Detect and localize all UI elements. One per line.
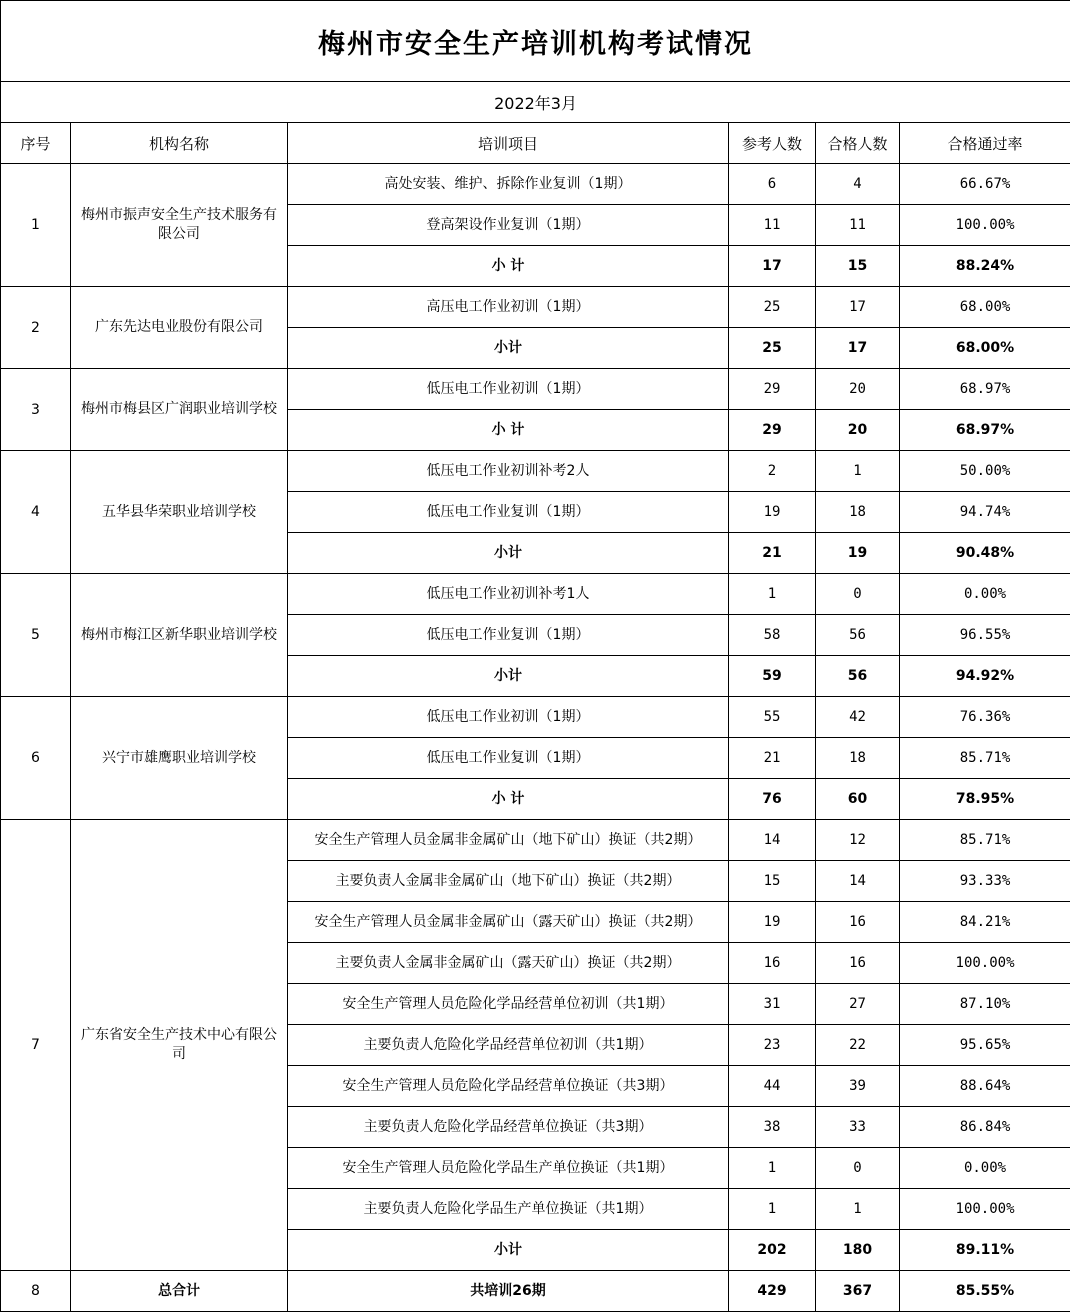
header-participants: 参考人数 bbox=[729, 123, 816, 164]
participants-cell: 1 bbox=[729, 1189, 816, 1230]
item-cell: 主要负责人危险化学品经营单位换证（共3期） bbox=[288, 1107, 729, 1148]
rate-cell: 89.11% bbox=[900, 1230, 1070, 1271]
passed-cell: 11 bbox=[816, 205, 900, 246]
passed-cell: 0 bbox=[816, 574, 900, 615]
participants-cell: 44 bbox=[729, 1066, 816, 1107]
total-row bbox=[1, 1271, 1070, 1312]
rate-cell: 0.00% bbox=[900, 574, 1070, 615]
org-cell: 五华县华荣职业培训学校 bbox=[71, 451, 288, 574]
item-cell: 低压电工作业复训（1期） bbox=[288, 492, 729, 533]
total-label: 总合计 bbox=[71, 1271, 288, 1312]
org-cell: 梅州市振声安全生产技术服务有限公司 bbox=[71, 164, 288, 287]
item-cell: 安全生产管理人员危险化学品生产单位换证（共1期） bbox=[288, 1148, 729, 1189]
item-cell: 高压电工作业初训（1期） bbox=[288, 287, 729, 328]
rate-cell: 66.67% bbox=[900, 164, 1070, 205]
rate-cell: 94.74% bbox=[900, 492, 1070, 533]
participants-cell: 23 bbox=[729, 1025, 816, 1066]
seq-cell: 2 bbox=[1, 287, 71, 369]
subtotal-label: 小计 bbox=[288, 328, 729, 369]
participants-cell: 25 bbox=[729, 287, 816, 328]
rate-cell: 84.21% bbox=[900, 902, 1070, 943]
table-row bbox=[1, 451, 1070, 492]
passed-cell: 4 bbox=[816, 164, 900, 205]
item-cell: 安全生产管理人员金属非金属矿山（露天矿山）换证（共2期） bbox=[288, 902, 729, 943]
subtotal-label: 小 计 bbox=[288, 779, 729, 820]
participants-cell: 1 bbox=[729, 574, 816, 615]
table-row bbox=[1, 697, 1070, 738]
rate-cell: 85.71% bbox=[900, 738, 1070, 779]
table-row bbox=[1, 369, 1070, 410]
seq-cell: 7 bbox=[1, 820, 71, 1271]
seq-cell: 1 bbox=[1, 164, 71, 287]
org-cell: 梅州市梅江区新华职业培训学校 bbox=[71, 574, 288, 697]
participants-cell: 2 bbox=[729, 451, 816, 492]
rate-cell: 0.00% bbox=[900, 1148, 1070, 1189]
seq-cell: 4 bbox=[1, 451, 71, 574]
participants-cell: 38 bbox=[729, 1107, 816, 1148]
passed-cell: 22 bbox=[816, 1025, 900, 1066]
subtotal-label: 小 计 bbox=[288, 246, 729, 287]
participants-cell: 15 bbox=[729, 861, 816, 902]
header-passed: 合格人数 bbox=[816, 123, 900, 164]
passed-cell: 0 bbox=[816, 1148, 900, 1189]
header-org: 机构名称 bbox=[71, 123, 288, 164]
header-seq: 序号 bbox=[1, 123, 71, 164]
rate-cell: 94.92% bbox=[900, 656, 1070, 697]
org-cell: 兴宁市雄鹰职业培训学校 bbox=[71, 697, 288, 820]
participants-cell: 21 bbox=[729, 533, 816, 574]
passed-cell: 27 bbox=[816, 984, 900, 1025]
org-cell: 广东先达电业股份有限公司 bbox=[71, 287, 288, 369]
table-row bbox=[1, 820, 1070, 861]
item-cell: 低压电工作业初训补考2人 bbox=[288, 451, 729, 492]
participants-cell: 1 bbox=[729, 1148, 816, 1189]
participants-cell: 14 bbox=[729, 820, 816, 861]
rate-cell: 96.55% bbox=[900, 615, 1070, 656]
passed-cell: 60 bbox=[816, 779, 900, 820]
item-cell: 低压电工作业初训（1期） bbox=[288, 369, 729, 410]
item-cell: 主要负责人金属非金属矿山（地下矿山）换证（共2期） bbox=[288, 861, 729, 902]
header-rate: 合格通过率 bbox=[900, 123, 1070, 164]
rate-cell: 76.36% bbox=[900, 697, 1070, 738]
total-participants: 429 bbox=[729, 1271, 816, 1312]
participants-cell: 31 bbox=[729, 984, 816, 1025]
passed-cell: 15 bbox=[816, 246, 900, 287]
passed-cell: 16 bbox=[816, 902, 900, 943]
passed-cell: 14 bbox=[816, 861, 900, 902]
seq-cell: 3 bbox=[1, 369, 71, 451]
passed-cell: 18 bbox=[816, 738, 900, 779]
rate-cell: 88.64% bbox=[900, 1066, 1070, 1107]
org-cell: 广东省安全生产技术中心有限公司 bbox=[71, 820, 288, 1271]
participants-cell: 21 bbox=[729, 738, 816, 779]
passed-cell: 19 bbox=[816, 533, 900, 574]
rate-cell: 87.10% bbox=[900, 984, 1070, 1025]
item-cell: 安全生产管理人员危险化学品经营单位换证（共3期） bbox=[288, 1066, 729, 1107]
subtotal-label: 小计 bbox=[288, 533, 729, 574]
rate-cell: 88.24% bbox=[900, 246, 1070, 287]
passed-cell: 20 bbox=[816, 369, 900, 410]
rate-cell: 50.00% bbox=[900, 451, 1070, 492]
header-item: 培训项目 bbox=[288, 123, 729, 164]
item-cell: 安全生产管理人员金属非金属矿山（地下矿山）换证（共2期） bbox=[288, 820, 729, 861]
report-date: 2022年3月 bbox=[1, 82, 1070, 123]
total-item: 共培训26期 bbox=[288, 1271, 729, 1312]
org-cell: 梅州市梅县区广润职业培训学校 bbox=[71, 369, 288, 451]
passed-cell: 1 bbox=[816, 451, 900, 492]
participants-cell: 76 bbox=[729, 779, 816, 820]
rate-cell: 68.97% bbox=[900, 410, 1070, 451]
subtotal-label: 小计 bbox=[288, 1230, 729, 1271]
participants-cell: 202 bbox=[729, 1230, 816, 1271]
rate-cell: 100.00% bbox=[900, 205, 1070, 246]
rate-cell: 85.71% bbox=[900, 820, 1070, 861]
total-seq: 8 bbox=[1, 1271, 71, 1312]
item-cell: 主要负责人金属非金属矿山（露天矿山）换证（共2期） bbox=[288, 943, 729, 984]
passed-cell: 18 bbox=[816, 492, 900, 533]
item-cell: 主要负责人危险化学品生产单位换证（共1期） bbox=[288, 1189, 729, 1230]
item-cell: 安全生产管理人员危险化学品经营单位初训（共1期） bbox=[288, 984, 729, 1025]
total-rate: 85.55% bbox=[900, 1271, 1070, 1312]
rate-cell: 86.84% bbox=[900, 1107, 1070, 1148]
page-title: 梅州市安全生产培训机构考试情况 bbox=[1, 1, 1070, 82]
seq-cell: 5 bbox=[1, 574, 71, 697]
rate-cell: 100.00% bbox=[900, 943, 1070, 984]
rate-cell: 68.00% bbox=[900, 287, 1070, 328]
header-row bbox=[1, 123, 1070, 164]
total-passed: 367 bbox=[816, 1271, 900, 1312]
passed-cell: 39 bbox=[816, 1066, 900, 1107]
item-cell: 主要负责人危险化学品经营单位初训（共1期） bbox=[288, 1025, 729, 1066]
rate-cell: 100.00% bbox=[900, 1189, 1070, 1230]
rate-cell: 95.65% bbox=[900, 1025, 1070, 1066]
table-row bbox=[1, 287, 1070, 328]
rate-cell: 68.00% bbox=[900, 328, 1070, 369]
participants-cell: 6 bbox=[729, 164, 816, 205]
participants-cell: 19 bbox=[729, 492, 816, 533]
participants-cell: 25 bbox=[729, 328, 816, 369]
participants-cell: 58 bbox=[729, 615, 816, 656]
rate-cell: 93.33% bbox=[900, 861, 1070, 902]
participants-cell: 17 bbox=[729, 246, 816, 287]
seq-cell: 6 bbox=[1, 697, 71, 820]
subtotal-label: 小计 bbox=[288, 656, 729, 697]
participants-cell: 29 bbox=[729, 410, 816, 451]
passed-cell: 56 bbox=[816, 656, 900, 697]
passed-cell: 180 bbox=[816, 1230, 900, 1271]
participants-cell: 59 bbox=[729, 656, 816, 697]
rate-cell: 68.97% bbox=[900, 369, 1070, 410]
passed-cell: 17 bbox=[816, 287, 900, 328]
passed-cell: 42 bbox=[816, 697, 900, 738]
passed-cell: 17 bbox=[816, 328, 900, 369]
passed-cell: 1 bbox=[816, 1189, 900, 1230]
rate-cell: 78.95% bbox=[900, 779, 1070, 820]
item-cell: 登高架设作业复训（1期） bbox=[288, 205, 729, 246]
item-cell: 高处安装、维护、拆除作业复训（1期） bbox=[288, 164, 729, 205]
passed-cell: 20 bbox=[816, 410, 900, 451]
subtotal-label: 小 计 bbox=[288, 410, 729, 451]
participants-cell: 29 bbox=[729, 369, 816, 410]
item-cell: 低压电工作业复训（1期） bbox=[288, 615, 729, 656]
passed-cell: 16 bbox=[816, 943, 900, 984]
table-row bbox=[1, 574, 1070, 615]
item-cell: 低压电工作业初训补考1人 bbox=[288, 574, 729, 615]
passed-cell: 33 bbox=[816, 1107, 900, 1148]
participants-cell: 11 bbox=[729, 205, 816, 246]
participants-cell: 55 bbox=[729, 697, 816, 738]
rate-cell: 90.48% bbox=[900, 533, 1070, 574]
passed-cell: 56 bbox=[816, 615, 900, 656]
item-cell: 低压电工作业复训（1期） bbox=[288, 738, 729, 779]
table-row bbox=[1, 164, 1070, 205]
item-cell: 低压电工作业初训（1期） bbox=[288, 697, 729, 738]
passed-cell: 12 bbox=[816, 820, 900, 861]
participants-cell: 16 bbox=[729, 943, 816, 984]
participants-cell: 19 bbox=[729, 902, 816, 943]
report-body bbox=[1, 164, 1070, 1312]
